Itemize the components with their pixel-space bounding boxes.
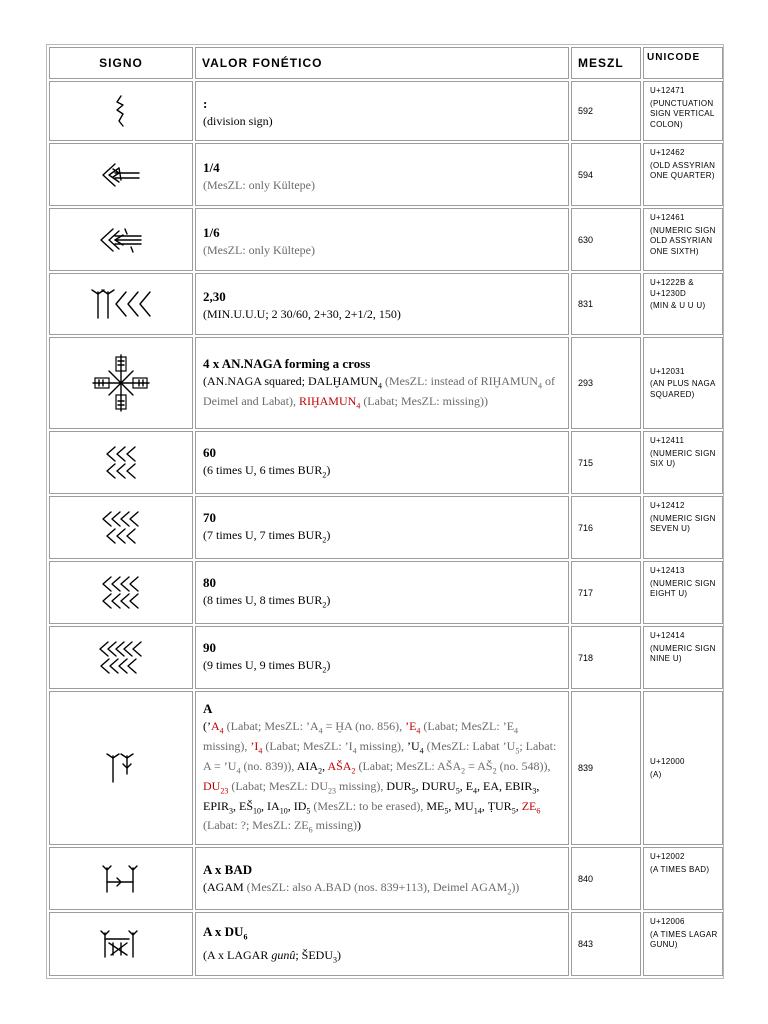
- subscript: 10: [253, 805, 262, 815]
- unicode-name: (AN PLUS NAGA SQUARED): [650, 379, 716, 399]
- subscript: 14: [473, 805, 482, 815]
- note-text: = ḪA (no. 856),: [322, 719, 406, 733]
- note-text: (no. 839)),: [240, 758, 297, 773]
- sign-value-note: (division sign): [203, 114, 273, 128]
- unicode-cell: [643, 847, 723, 910]
- sign-cell: [49, 431, 193, 494]
- sign-value-heading: A: [203, 701, 213, 716]
- unicode-codepoint: U+12462: [650, 148, 685, 157]
- table-row: [49, 847, 723, 910]
- note-text: AIA: [296, 758, 319, 773]
- subscript: 2: [322, 600, 327, 610]
- note-text: (AGAM: [203, 879, 247, 894]
- unicode-name: (A TIMES BAD): [650, 864, 710, 874]
- note-text: (6 times U, 6 times BUR: [203, 463, 323, 478]
- unicode-codepoint: U+12002: [650, 852, 685, 862]
- note-text: ): [337, 947, 342, 962]
- phonetic-value-cell: [195, 208, 569, 271]
- unicode-codepoint: U+12461: [650, 213, 685, 222]
- sign-value-heading: 70: [203, 510, 216, 526]
- subscript: 5: [306, 805, 311, 815]
- subscript: 2: [322, 665, 327, 675]
- cuneiform-sign-table: [47, 45, 725, 978]
- unicode-name: (MIN & U U U): [650, 301, 706, 310]
- note-text: ): [326, 463, 331, 478]
- meszl-number: 718: [571, 626, 641, 689]
- note-text: (8 times U, 8 times BUR: [203, 593, 323, 608]
- unicode-cell: [643, 273, 723, 335]
- phonetic-value-cell: [195, 561, 569, 624]
- table-row: [49, 273, 723, 335]
- sign-value-heading: [203, 923, 562, 946]
- note-text: , ID: [287, 798, 307, 813]
- note-text: ,: [515, 798, 522, 813]
- subscript: 4: [377, 381, 382, 391]
- cuneiform-a-times-du6-icon: [99, 927, 143, 961]
- note-text: ): [356, 818, 361, 833]
- note-text: (Labat; MesZL: AŠA: [355, 758, 462, 773]
- note-text: (9 times U, 9 times BUR: [203, 658, 323, 673]
- unicode-cell: [643, 337, 723, 429]
- unicode-cell: [643, 496, 723, 559]
- phonetic-value-cell: [195, 912, 569, 976]
- note-text: ): [326, 593, 331, 608]
- note-text: (Labat; MesZL: missing)): [360, 393, 488, 408]
- unicode-name: (A): [650, 769, 662, 779]
- sign-cell: [49, 208, 193, 271]
- table-row: [49, 691, 723, 845]
- header-valor-fonetico: VALOR FONÉTICO: [195, 47, 569, 79]
- note-text: missing),: [335, 778, 387, 793]
- meszl-number: 630: [571, 208, 641, 271]
- note-text: , EA, EBIR: [477, 778, 533, 793]
- unicode-codepoint: U+12471: [650, 86, 685, 95]
- note-text: , DURU: [415, 778, 456, 793]
- sign-value-heading: 4 x AN.NAGA forming a cross: [203, 356, 371, 372]
- note-text-italic: gunû: [271, 947, 296, 962]
- unicode-cell: [643, 81, 723, 141]
- note-text: , EŠ: [233, 798, 254, 813]
- subscript: 2: [507, 887, 512, 897]
- note-text: ; ŠEDU: [295, 947, 334, 962]
- sign-value-note: [203, 658, 562, 677]
- subscript: 4: [318, 726, 323, 736]
- unicode-cell: [643, 431, 723, 494]
- subscript: 5: [511, 805, 516, 815]
- phonetic-value-cell: [195, 626, 569, 689]
- phonetic-value-cell: [195, 81, 569, 141]
- cuneiform-min-u-u-u-icon: [90, 286, 152, 322]
- cuneiform-a-icon: [105, 750, 137, 786]
- unicode-cell: [643, 626, 723, 689]
- unicode-name: (NUMERIC SIGN SEVEN U): [650, 513, 716, 533]
- unicode-codepoint: U+12414: [650, 631, 685, 640]
- unicode-name: (NUMERIC SIGN NINE U): [650, 643, 716, 663]
- note-text: (MesZL: instead of RIḪAMUN: [381, 374, 538, 389]
- table-row: [49, 431, 723, 494]
- cuneiform-eight-u-icon: [99, 575, 143, 611]
- subscript: 4: [537, 381, 542, 391]
- cuneiform-a-times-bad-icon: [101, 862, 141, 896]
- note-text: , MU: [448, 798, 474, 813]
- note-text: (MesZL: Labat ’U: [423, 738, 516, 753]
- phonetic-value-cell: [195, 273, 569, 335]
- sign-cell: [49, 273, 193, 335]
- subscript: 6: [243, 932, 248, 942]
- subscript: 2: [351, 766, 356, 776]
- cuneiform-nine-u-icon: [97, 640, 145, 676]
- unicode-codepoint: U+12031: [650, 366, 685, 376]
- table-row: [49, 626, 723, 689]
- note-text: (Labat: ?; MesZL: ZE: [203, 818, 309, 833]
- header-row: [49, 47, 723, 79]
- note-text: (no. 548)),: [496, 758, 551, 773]
- subscript: 6: [308, 825, 313, 835]
- subscript: 3: [333, 955, 338, 965]
- note-text-red: ’E: [405, 719, 417, 733]
- meszl-number: 594: [571, 143, 641, 206]
- sign-cell: [49, 561, 193, 624]
- note-text: (’: [203, 719, 211, 733]
- phonetic-value-cell: [195, 431, 569, 494]
- unicode-name: (NUMERIC SIGN OLD ASSYRIAN ONE SIXTH): [650, 225, 716, 256]
- meszl-number: 715: [571, 431, 641, 494]
- sign-value-note: [203, 948, 562, 967]
- cuneiform-six-u-icon: [101, 445, 141, 481]
- subscript: 4: [258, 746, 263, 756]
- sign-cell: [49, 496, 193, 559]
- meszl-number: 717: [571, 561, 641, 624]
- sign-cell: [49, 81, 193, 141]
- sign-cell: [49, 691, 193, 845]
- subscript: 3: [532, 786, 537, 796]
- unicode-name: (NUMERIC SIGN SIX U): [650, 448, 716, 468]
- subscript: 4: [419, 746, 424, 756]
- header-signo: SIGNO: [49, 47, 193, 79]
- note-text: ; Labat: A = ’U: [203, 738, 557, 773]
- note-text: (7 times U, 7 times BUR: [203, 528, 323, 543]
- subscript: 5: [444, 805, 449, 815]
- phonetic-value-cell: [195, 496, 569, 559]
- note-text: (Labat; MesZL: ’A: [223, 719, 319, 733]
- note-text: missing),: [203, 738, 251, 753]
- note-text: ): [326, 528, 331, 543]
- note-text: = AŠ: [465, 758, 493, 773]
- subscript: 4: [514, 726, 519, 736]
- table-row: [49, 496, 723, 559]
- unicode-codepoint: U+12412: [650, 501, 685, 510]
- heading-text: A x DU: [203, 924, 244, 940]
- sign-value-heading: 1/4: [203, 159, 220, 175]
- subscript: 2: [318, 766, 323, 776]
- sign-cell: [49, 337, 193, 429]
- sign-value-note: (MesZL: only Kültepe): [203, 242, 315, 257]
- note-text: (AN.NAGA squared; DALḪAMUN: [203, 374, 378, 389]
- phonetic-value-cell: [195, 143, 569, 206]
- subscript: 5: [515, 746, 520, 756]
- meszl-number: 843: [571, 912, 641, 976]
- sign-value-note: [203, 463, 562, 482]
- note-text: ’U: [407, 738, 420, 753]
- header-meszl: MESZL: [571, 47, 641, 79]
- cuneiform-one-quarter-icon: [99, 160, 143, 190]
- note-text: , IA: [261, 798, 280, 813]
- phonetic-value-cell: [195, 847, 569, 910]
- subscript: 4: [416, 726, 421, 736]
- unicode-cell: [643, 912, 723, 976]
- table-row: [49, 337, 723, 429]
- subscript: 4: [236, 766, 241, 776]
- note-text: ME: [426, 798, 445, 813]
- table-row: [49, 208, 723, 271]
- unicode-name: (A TIMES LAGAR GUNU): [650, 929, 718, 950]
- sign-value-heading: 2,30: [203, 289, 226, 304]
- meszl-number: 840: [571, 847, 641, 910]
- sign-value-note: [203, 719, 562, 838]
- note-text: , ṬUR: [481, 798, 512, 813]
- note-text: , E: [459, 778, 474, 793]
- header-unicode: UNICODE: [643, 47, 723, 79]
- subscript: 2: [322, 535, 327, 545]
- note-text-red: RIḪAMUN: [298, 393, 357, 408]
- sign-value-heading: 60: [203, 445, 216, 461]
- sign-value-heading: :: [203, 96, 208, 111]
- subscript: 3: [229, 805, 234, 815]
- unicode-name: (NUMERIC SIGN EIGHT U): [650, 578, 716, 598]
- unicode-cell: [643, 691, 723, 845]
- sign-value-note: [203, 528, 562, 547]
- unicode-cell: [643, 143, 723, 206]
- subscript: 23: [220, 786, 229, 796]
- sign-value-heading: 1/6: [203, 224, 220, 240]
- subscript: 4: [219, 726, 224, 736]
- sign-value-heading: A x BAD: [203, 861, 253, 877]
- unicode-codepoint: U+12006: [650, 917, 685, 927]
- sign-value-note: [203, 593, 562, 612]
- table-row: [49, 912, 723, 976]
- sign-value-heading: 90: [203, 640, 216, 656]
- unicode-name: (OLD ASSYRIAN ONE QUARTER): [650, 160, 716, 180]
- cuneiform-division-sign-icon: [111, 94, 131, 128]
- note-text: , EPIR: [203, 778, 540, 813]
- unicode-cell: [643, 208, 723, 271]
- note-text-red: AŠA: [327, 758, 352, 773]
- meszl-number: 293: [571, 337, 641, 429]
- sign-table-frame: [46, 44, 724, 979]
- phonetic-value-cell: [195, 691, 569, 845]
- note-text: DUR: [386, 778, 412, 793]
- note-text: of Deimel and Labat),: [203, 374, 555, 408]
- meszl-number: 716: [571, 496, 641, 559]
- sign-cell: [49, 143, 193, 206]
- table-row: [49, 81, 723, 141]
- sign-cell: [49, 912, 193, 976]
- note-text: missing): [312, 818, 357, 833]
- subscript: 4: [356, 400, 361, 410]
- note-text: ): [326, 658, 331, 673]
- note-text-red: ’I: [250, 738, 259, 753]
- note-text-red: ZE: [521, 798, 537, 813]
- unicode-codepoint: U+12413: [650, 566, 685, 575]
- sign-value-note: [203, 374, 562, 413]
- meszl-number: 839: [571, 691, 641, 845]
- unicode-name: (PUNCTUATION SIGN VERTICAL COLON): [650, 98, 715, 129]
- subscript: 4: [473, 786, 478, 796]
- subscript: 2: [492, 766, 497, 776]
- sign-value-note: [203, 880, 562, 899]
- sign-value-note: (MIN.U.U.U; 2 30/60, 2+30, 2+1/2, 150): [203, 307, 401, 321]
- subscript: 4: [352, 746, 357, 756]
- subscript: 5: [455, 786, 460, 796]
- note-text: (Labat; MesZL: ’I: [262, 738, 353, 753]
- note-text: missing),: [356, 738, 407, 753]
- note-text-red: DU: [203, 778, 221, 793]
- note-text: (A x LAGAR: [203, 947, 272, 962]
- cuneiform-one-sixth-icon: [97, 225, 145, 255]
- subscript: 2: [461, 766, 466, 776]
- cuneiform-seven-u-icon: [99, 510, 143, 546]
- subscript: 6: [536, 805, 541, 815]
- note-text: (Labat; MesZL: DU: [228, 778, 328, 793]
- note-text: (Labat; MesZL: ’E: [420, 719, 515, 733]
- subscript: 2: [322, 470, 327, 480]
- note-text: (MesZL: to be erased),: [310, 798, 427, 813]
- subscript: 5: [411, 786, 416, 796]
- note-text: (MesZL: also A.BAD (nos. 839+113), Deimel AGAM: [246, 879, 508, 894]
- subscript: 10: [279, 805, 288, 815]
- subscript: 23: [327, 786, 336, 796]
- sign-cell: [49, 626, 193, 689]
- sign-value-heading: 80: [203, 575, 216, 591]
- phonetic-value-cell: [195, 337, 569, 429]
- unicode-codepoint: U+12000: [650, 757, 685, 767]
- table-row: [49, 143, 723, 206]
- sign-cell: [49, 847, 193, 910]
- note-text: )): [511, 879, 520, 894]
- sign-value-note: (MesZL: only Kültepe): [203, 177, 315, 192]
- cuneiform-an-naga-cross-icon: [89, 351, 153, 415]
- unicode-cell: [643, 561, 723, 624]
- note-text-red: A: [211, 719, 220, 733]
- table-row: [49, 561, 723, 624]
- meszl-number: 831: [571, 273, 641, 335]
- meszl-number: 592: [571, 81, 641, 141]
- unicode-codepoint: U+1222B & U+1230D: [650, 278, 694, 298]
- note-text: ,: [322, 758, 328, 773]
- unicode-codepoint: U+12411: [650, 436, 685, 445]
